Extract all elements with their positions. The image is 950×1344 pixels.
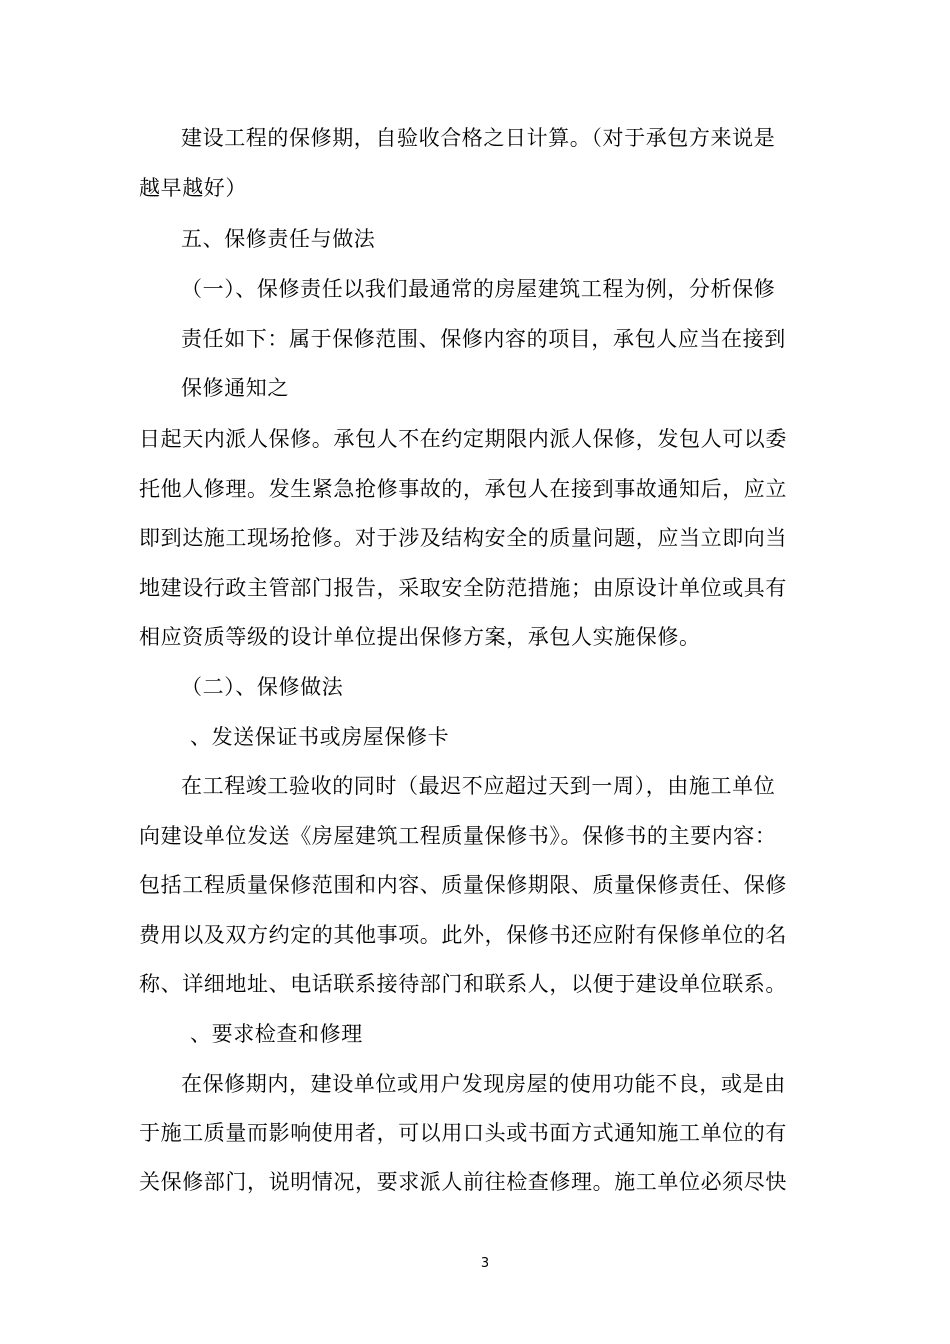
page-number: 3 (480, 1256, 490, 1271)
text-line: 关保修部门，说明情况，要求派人前往检查修理。施工单位必须尽快 (139, 1170, 787, 1194)
text-line: 日起天内派人保修。承包人不在约定期限内派人保修，发包人可以委 (139, 427, 787, 451)
text-line: 地建设行政主管部门报告，采取安全防范措施；由原设计单位或具有 (139, 576, 787, 600)
section-heading: 五、保修责任与做法 (181, 227, 376, 251)
text-line: 向建设单位发送《房屋建筑工程质量保修书》。保修书的主要内容： (139, 824, 777, 848)
text-line: 相应资质等级的设计单位提出保修方案，承包人实施保修。 (139, 625, 701, 649)
text-line: 越早越好） (139, 176, 247, 200)
text-line: 称、详细地址、电话联系接待部门和联系人，以便于建设单位联系。 (139, 972, 787, 996)
subsection-heading: （二）、保修做法 (181, 675, 344, 699)
text-line: （一）、保修责任以我们最通常的房屋建筑工程为例，分析保修 (181, 277, 776, 301)
item-heading: 、要求检查和修理 (190, 1022, 363, 1046)
item-heading: 、发送保证书或房屋保修卡 (190, 725, 450, 749)
text-line: 包括工程质量保修范围和内容、质量保修期限、质量保修责任、保修 (139, 873, 787, 897)
text-line: 费用以及双方约定的其他事项。此外，保修书还应附有保修单位的名 (139, 923, 787, 947)
text-line: 建设工程的保修期，自验收合格之日计算。（对于承包方来说是 (181, 126, 776, 150)
text-line: 责任如下：属于保修范围、保修内容的项目，承包人应当在接到 (181, 327, 786, 351)
text-line: 在保修期内，建设单位或用户发现房屋的使用功能不良，或是由 (181, 1072, 786, 1096)
text-line: 于施工质量而影响使用者，可以用口头或书面方式通知施工单位的有 (139, 1121, 787, 1145)
text-line: 保修通知之 (181, 376, 289, 400)
text-line: 即到达施工现场抢修。对于涉及结构安全的质量问题，应当立即向当 (139, 526, 787, 550)
text-line: 在工程竣工验收的同时（最迟不应超过天到一周），由施工单位 (181, 774, 776, 798)
text-line: 托他人修理。发生紧急抢修事故的，承包人在接到事故通知后，应立 (139, 477, 787, 501)
